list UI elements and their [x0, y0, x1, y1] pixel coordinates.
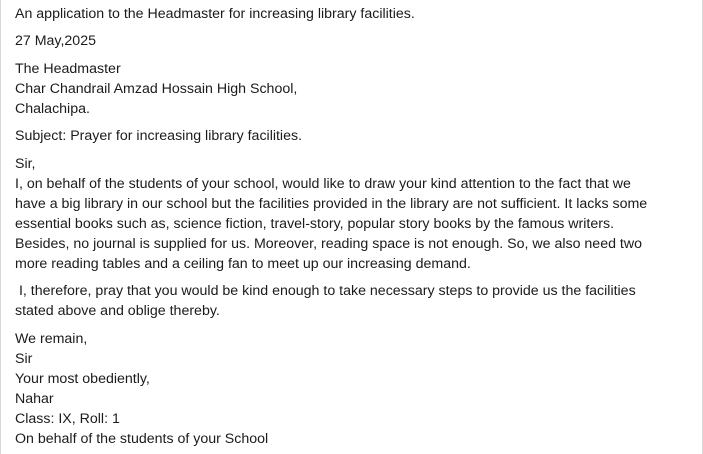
closing-line: We remain,	[15, 331, 88, 347]
signature-name: Nahar	[15, 391, 54, 407]
subject-line: Subject: Prayer for increasing library facilities.	[15, 128, 303, 144]
recipient-address	[15, 59, 297, 119]
recipient-line: Char Chandrail Amzad Hossain High School,	[15, 81, 298, 97]
recipient-line: The Headmaster	[15, 61, 121, 77]
salutation: Sir,	[15, 156, 36, 172]
letter-title: An application to the Headmaster for increasing library facilities.	[15, 6, 415, 22]
closing-block	[15, 329, 268, 449]
closing-line: Sir	[15, 351, 33, 367]
body-line: essential books such as, science fiction, travel-story, popular story books by the famous writers.	[15, 216, 615, 232]
closing-line: Your most obediently,	[15, 371, 150, 387]
closing-line: On behalf of the students of your School	[15, 431, 269, 447]
body-line: Besides, no journal is supplied for us. Moreover, reading space is not enough. So, we also need two	[15, 236, 642, 252]
recipient-line: Chalachipa.	[15, 101, 90, 117]
body-line: more reading tables and a ceiling fan to meet up our increasing demand.	[15, 256, 471, 272]
body-paragraph-1	[15, 174, 647, 274]
body-line: have a big library in our school but the facilities provided in the library are not sufficient. It lacks some	[15, 196, 648, 212]
body-paragraph-2	[15, 281, 636, 321]
body-line: I, on behalf of the students of your school, would like to draw your kind attention to the fact that we	[15, 176, 631, 192]
body-line: stated above and oblige thereby.	[15, 303, 220, 319]
body-line: I, therefore, pray that you would be kind enough to take necessary steps to provide us the facilities	[15, 283, 636, 299]
class-roll: Class: IX, Roll: 1	[15, 411, 120, 427]
letter-date: 27 May,2025	[15, 33, 96, 49]
